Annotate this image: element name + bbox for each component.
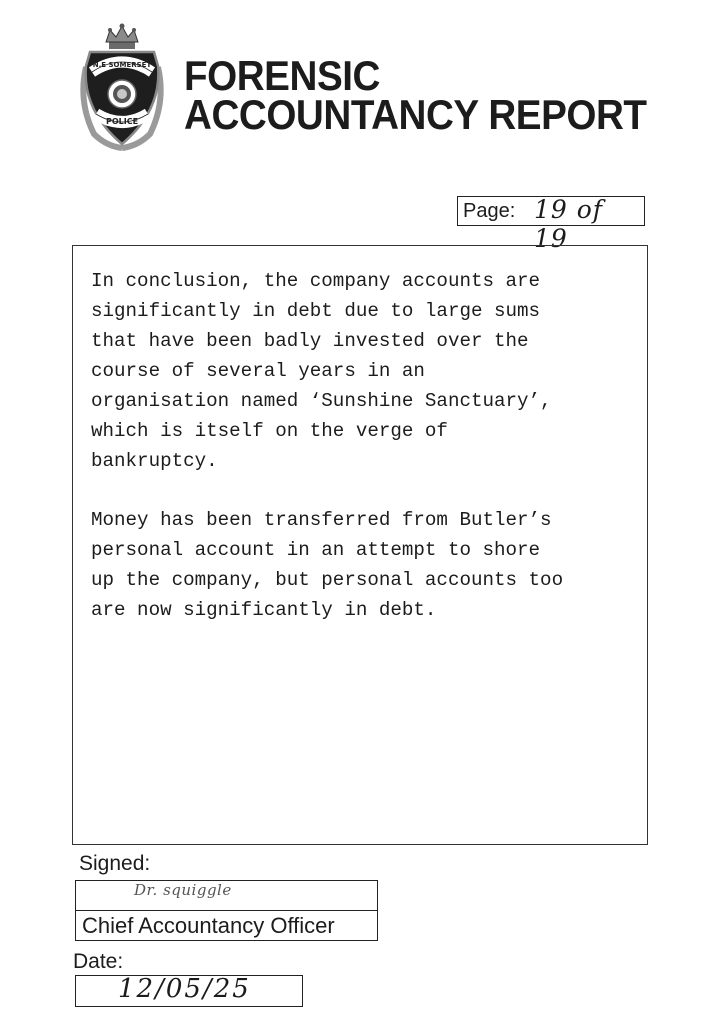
report-paragraph-1: In conclusion, the company accounts are significantly in debt due to large sums that have been badly invested over the course of several years in an organisation named ‘Sunshine Sanctuary’, which is itself on the verge of bankruptcy. [91,270,552,472]
badge-bottom-text: POLICE [105,117,139,126]
title-line-1: FORENSIC [184,52,380,99]
report-paragraph-2: Money has been transferred from Butler’s personal account in an attempt to shore up the company, but personal accounts too are now significantly in debt. [91,509,564,621]
report-title [184,52,647,138]
date-field [75,975,303,1007]
date-label: Date: [73,950,124,973]
crown-icon [106,24,138,50]
report-body [72,245,648,845]
badge-top-text: N.E SOMERSET [92,61,152,69]
police-badge-icon [76,22,168,152]
signed-label: Signed: [79,852,151,875]
page-label: Page: [463,200,516,222]
signature: Dr. squiggle [134,881,232,899]
signer-role: Chief Accountancy Officer [82,913,335,938]
role-field [75,910,378,941]
page-number: 19 of 19 [534,195,604,253]
date-value: 12/05/25 [118,974,251,1004]
title-line-2: ACCOUNTANCY REPORT [184,91,647,138]
signature-field [75,880,378,911]
page-indicator [457,195,645,253]
